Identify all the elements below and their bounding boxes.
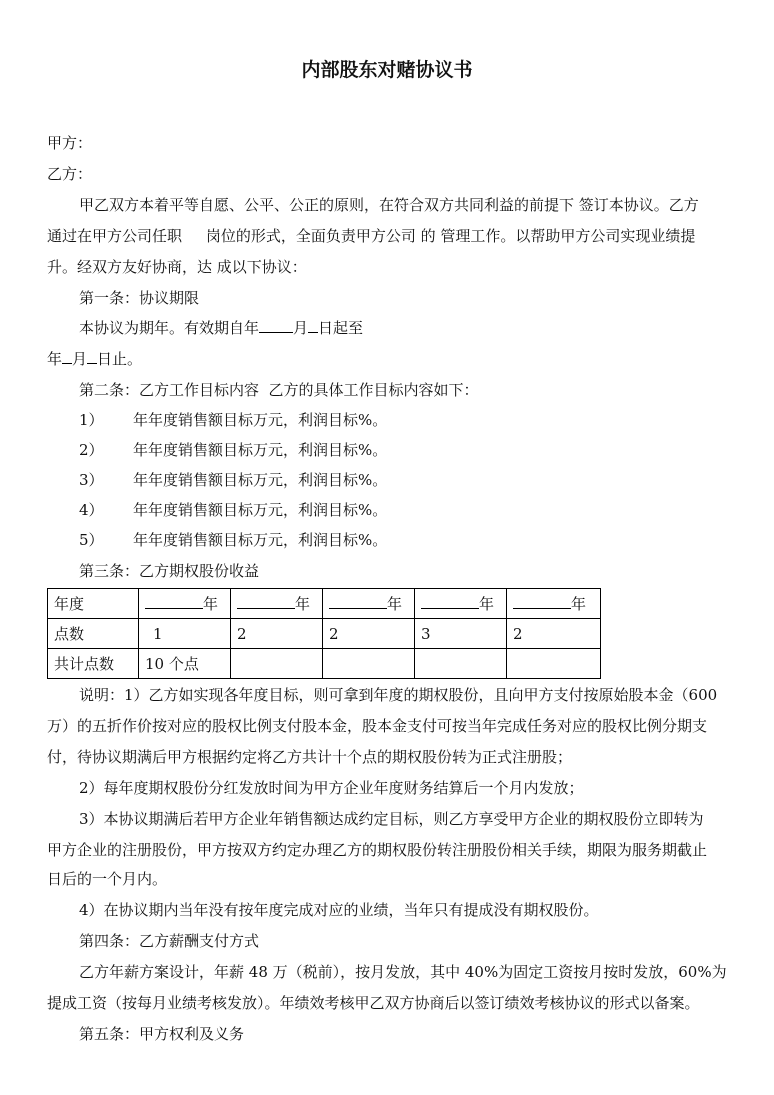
item-text: 年年度销售额目标万元，利润目标%。: [133, 441, 388, 459]
year-suffix: 年: [479, 595, 495, 613]
article-1-term-text: 本协议为期年。有效期自年: [79, 319, 260, 337]
note-line-3: 付，待协议期满后甲方根据约定将乙方共计十个点的期权股份转为正式注册股；: [47, 748, 573, 766]
item-text: 年年度销售额目标万元，利润目标%。: [133, 471, 388, 489]
year-suffix: 年: [203, 595, 219, 613]
intro-line-2: 通过在甲方公司任职 岗位的形式，全面负责甲方公司 的 管理工作。以帮助甲方公司实现业绩提: [47, 227, 696, 245]
month-label: 月: [72, 350, 88, 368]
blank-field: [62, 349, 72, 364]
start-label: 日起至: [318, 319, 364, 337]
year-cell: [323, 589, 415, 619]
article-4-heading: 第四条：乙方薪酬支付方式: [79, 932, 260, 950]
points-cell: 2: [323, 619, 415, 649]
blank-field: [237, 594, 295, 609]
empty-cell: [507, 649, 601, 679]
item-text: 年年度销售额目标万元，利润目标%。: [133, 501, 388, 519]
empty-cell: [415, 649, 507, 679]
article-2-heading: 第二条：乙方工作目标内容 乙方的具体工作目标内容如下：: [79, 381, 479, 399]
article-4-line-1: 乙方年薪方案设计，年薪 48 万（税前），按月发放，其中 40%为固定工资按月按时发放，60%为: [79, 963, 727, 981]
article-1-heading: 第一条：协议期限: [79, 289, 200, 307]
year-label: 年: [47, 350, 63, 368]
note-line-4: 2）每年度期权股份分红发放时间为甲方企业年度财务结算后一个月内发放；: [79, 779, 584, 797]
item-text: 年年度销售额目标万元，利润目标%。: [133, 411, 388, 429]
table-row: [48, 649, 601, 679]
blank-field: [421, 594, 479, 609]
item-number: 4）: [79, 501, 104, 519]
note-line-2: 万）的五折作价按对应的股权比例支付股本金，股本金支付可按当年完成任务对应的股权比例分期支: [47, 717, 708, 735]
article-1-end-line: [47, 349, 142, 369]
year-cell: [507, 589, 601, 619]
article-5-heading: 第五条：甲方权利及义务: [79, 1025, 245, 1043]
item-number: 2）: [79, 441, 104, 459]
year-suffix: 年: [387, 595, 403, 613]
row-label-points: 点数: [48, 619, 139, 649]
note-line-7: 日后的一个月内。: [47, 870, 168, 888]
document-title: 内部股东对赌协议书: [301, 59, 473, 81]
end-label: 日止。: [97, 350, 143, 368]
year-cell: [415, 589, 507, 619]
points-cell: 2: [507, 619, 601, 649]
empty-cell: [323, 649, 415, 679]
target-item: [79, 440, 387, 460]
item-text: 年年度销售额目标万元，利润目标%。: [133, 531, 388, 549]
note-line-1: 说明：1）乙方如实现各年度目标，则可拿到年度的期权股份，且向甲方支付按原始股本金（600: [79, 686, 718, 704]
equity-table: [47, 588, 601, 679]
target-item: [79, 500, 387, 520]
blank-field: [87, 349, 97, 364]
points-cell: 2: [231, 619, 323, 649]
note-line-5: 3）本协议期满后若甲方企业年销售额达成约定目标，则乙方享受甲方企业的期权股份立即转为: [79, 810, 704, 828]
year-suffix: 年: [295, 595, 311, 613]
blank-field: [308, 318, 318, 333]
table-row: [48, 619, 601, 649]
points-cell: 3: [415, 619, 507, 649]
row-label-year: 年度: [48, 589, 139, 619]
note-line-8: 4）在协议期内当年没有按年度完成对应的业绩，当年只有提成没有期权股份。: [79, 901, 599, 919]
intro-line-3: 升。经双方友好协商，达 成以下协议：: [47, 258, 307, 276]
note-line-6: 甲方企业的注册股份，甲方按双方约定办理乙方的期权股份转注册股份相关手续，期限为服务期截止: [47, 841, 708, 859]
party-b-label: 乙方：: [47, 165, 93, 183]
blank-field: [259, 318, 293, 333]
item-number: 5）: [79, 531, 104, 549]
year-suffix: 年: [571, 595, 587, 613]
target-item: [79, 470, 387, 490]
intro-line-1: 甲乙双方本着平等自愿、公平、公正的原则，在符合双方共同利益的前提下 签订本协议。乙方: [79, 196, 699, 214]
target-item: [79, 530, 387, 550]
total-points-cell: 10 个点: [139, 649, 231, 679]
points-cell: 1: [139, 619, 231, 649]
item-number: 3）: [79, 471, 104, 489]
target-item: [79, 410, 387, 430]
article-4-line-2: 提成工资（按每月业绩考核发放）。年绩效考核甲乙双方协商后以签订绩效考核协议的形式以备案。: [47, 994, 700, 1012]
article-3-heading: 第三条：乙方期权股份收益: [79, 562, 260, 580]
party-a-label: 甲方：: [47, 134, 93, 152]
blank-field: [513, 594, 571, 609]
article-1-term-line: [79, 318, 363, 338]
row-label-total: 共计点数: [48, 649, 139, 679]
item-number: 1）: [79, 411, 104, 429]
year-cell: [231, 589, 323, 619]
empty-cell: [231, 649, 323, 679]
blank-field: [145, 594, 203, 609]
table-row: [48, 589, 601, 619]
blank-field: [329, 594, 387, 609]
year-cell: [139, 589, 231, 619]
month-label: 月: [293, 319, 309, 337]
